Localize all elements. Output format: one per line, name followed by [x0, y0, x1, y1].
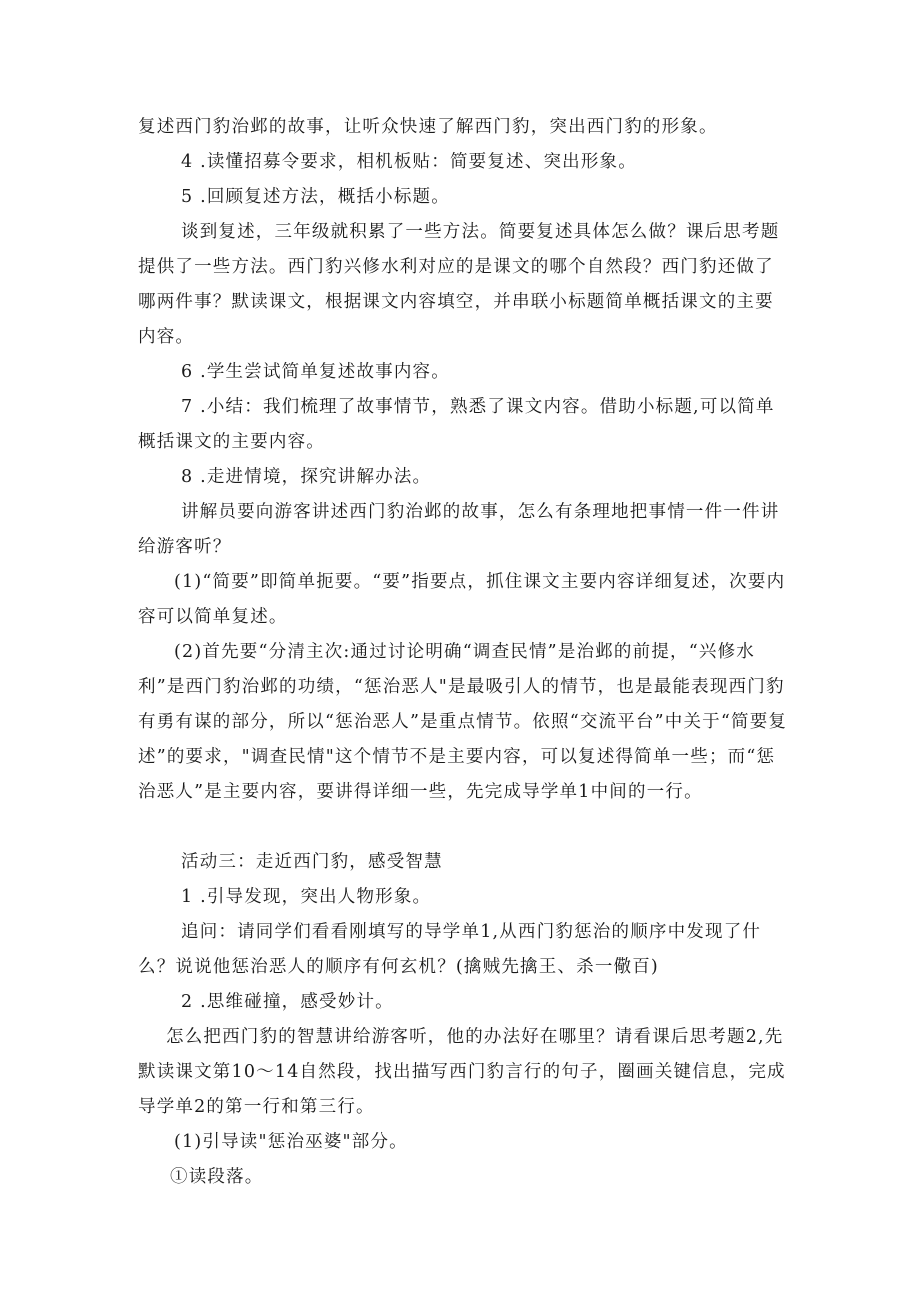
paragraph-wisdom-question: 怎么把西门豹的智慧讲给游客听，他的办法好在哪里？请看课后思考题2,先默读课文第10～14自然段，找出描写西门豹言行的句子，圈画关键信息，完成导学单2的第一行和第三行。	[138, 1027, 786, 1117]
paragraph-point-1: (1)“简要”即简单扼要。“要”指要点，抓住课文主要内容详细复述，次要内容可以简单复述。	[138, 572, 786, 627]
paragraph-step-5: 5 .回顾复述方法，概括小标题。	[181, 187, 450, 207]
paragraph-retelling-methods: 谈到复述，三年级就积累了一些方法。简要复述具体怎么做？课后思考题提供了一些方法。西门豹兴修水利对应的是课文的哪个自然段？西门豹还做了哪两件事？默读课文，根据课文内容填空，并串联小标题简单概括课文的主要内容。	[138, 222, 780, 347]
paragraph-activity-step-2: 2 .思维碰撞，感受妙计。	[181, 992, 394, 1012]
paragraph-activity-step-1: 1 .引导发现，突出人物形象。	[181, 887, 432, 907]
section-heading-activity-3: 活动三：走近西门豹，感受智慧	[181, 852, 443, 872]
paragraph-step-6: 6 .学生尝试简单复述故事内容。	[181, 362, 450, 382]
paragraph-follow-up-question: 追问：请同学们看看刚填写的导学单1,从西门豹惩治的顺序中发现了什么？说说他惩治恶人的顺序有何玄机？(擒贼先擒王、杀一儆百)	[138, 922, 762, 977]
paragraph-step-8: 8 .走进情境，探究讲解办法。	[181, 467, 432, 487]
paragraph-circled-item-1: ①读段落。	[170, 1167, 264, 1187]
paragraph-point-2: (2)首先要“分清主次:通过讨论明确“调查民情”是治邺的前提，“兴修水利”是西门豹治邺的功绩，“惩治恶人"是最吸引人的情节，也是最能表现西门豹有勇有谋的部分，所以“惩治恶人”是重点情节。依照“交流平台”中关于“简要复述”的要求，"调查民情"这个情节不是主要内容，可以复述得简单一些；而“惩治恶人”是主要内容，要讲得详细一些，先完成导学单1中间的一行。	[138, 642, 788, 802]
paragraph-step-4: 4 .读懂招募令要求，相机板贴：简要复述、突出形象。	[181, 152, 637, 172]
paragraph-step-7: 7 .小结：我们梳理了故事情节，熟悉了课文内容。借助小标题,可以简单概括课文的主要内容。	[138, 397, 775, 452]
paragraph-guide-question: 讲解员要向游客讲述西门豹治邺的故事，怎么有条理地把事情一件一件讲给游客听？	[138, 502, 780, 557]
paragraph-sub-point-1: (1)引导读"惩治巫婆"部分。	[174, 1132, 408, 1152]
paragraph-intro-continuation: 复述西门豹治邺的故事，让听众快速了解西门豹，突出西门豹的形象。	[138, 117, 718, 137]
